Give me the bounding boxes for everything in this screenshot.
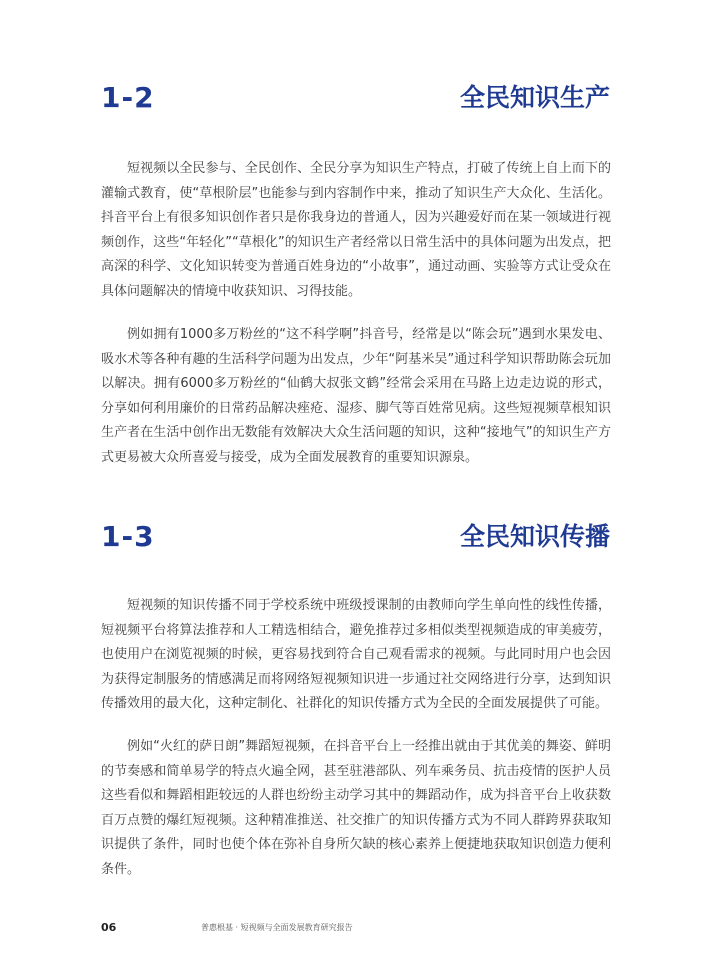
- section-title: 全民知识传播: [459, 522, 610, 551]
- body-paragraph: 短视频的知识传播不同于学校系统中班级授课制的由教师向学生单向性的线性传播，短视频平台将算法推荐和人工精选相结合，避免推荐过多相似类型视频造成的审美疲劳，也使用户在浏览视频的时候，更容易找到符合自己观看需求的视频。与此同时用户也会因为获得定制服务的情感满足而将网络短视频知识进一步通过社交网络进行分享，达到知识传播效用的最大化，这种定制化、社群化的知识传播方式为全民的全面发展提供了可能。: [101, 598, 611, 711]
- footer-title: 普惠根基 · 短视频与全面发展教育研究报告: [201, 923, 353, 932]
- section-number: 1-2: [101, 81, 155, 114]
- section-1-3-header: [101, 517, 610, 557]
- body-paragraph: 例如“火红的萨日朗”舞蹈短视频，在抖音平台上一经推出就由于其优美的舞姿、鲜明的节奏感和简单易学的特点火遍全网，甚至驻港部队、列车乘务员、抗击疫情的医护人员这些看似和舞蹈相距较远的人群也纷纷主动学习其中的舞蹈动作，成为抖音平台上收获数百万点赞的爆红短视频。这种精准推送、社交推广的知识传播方式为不同人群跨界获取知识提供了条件，同时也使个体在弥补自身所欠缺的核心素养上便捷地获取知识创造力便利条件。: [101, 739, 611, 877]
- section-1-2-header: [101, 78, 610, 118]
- section-title: 全民知识生产: [459, 83, 610, 112]
- section-number: 1-3: [101, 520, 155, 553]
- page-footer: [101, 920, 611, 936]
- body-paragraph: 短视频以全民参与、全民创作、全民分享为知识生产特点，打破了传统上自上而下的灌输式教育，使“草根阶层”也能参与到内容制作中来，推动了知识生产大众化、生活化。抖音平台上有很多知识创作者只是你我身边的普通人，因为兴趣爱好而在某一领域进行视频创作，这些“年轻化”“草根化”的知识生产者经常以日常生活中的具体问题为出发点，把高深的科学、文化知识转变为普通百姓身边的“小故事”，通过动画、实验等方式让受众在具体问题解决的情境中收获知识、习得技能。: [101, 161, 611, 299]
- page-number: 06: [101, 921, 117, 934]
- body-paragraph: 例如拥有1000多万粉丝的“这不科学啊”抖音号，经常是以“陈会玩”遇到水果发电、吸水术等各种有趣的生活科学问题为出发点，少年“阿基米吴”通过科学知识帮助陈会玩加以解决。拥有6000多万粉丝的“仙鹤大叔张文鹤”经常会采用在马路上边走边说的形式，分享如何利用廉价的日常药品解决痤疮、湿疹、脚气等百姓常见病。这些短视频草根知识生产者在生活中创作出无数能有效解决大众生活问题的知识，这种“接地气”的知识生产方式更易被大众所喜爱与接受，成为全面发展教育的重要知识源泉。: [101, 327, 611, 465]
